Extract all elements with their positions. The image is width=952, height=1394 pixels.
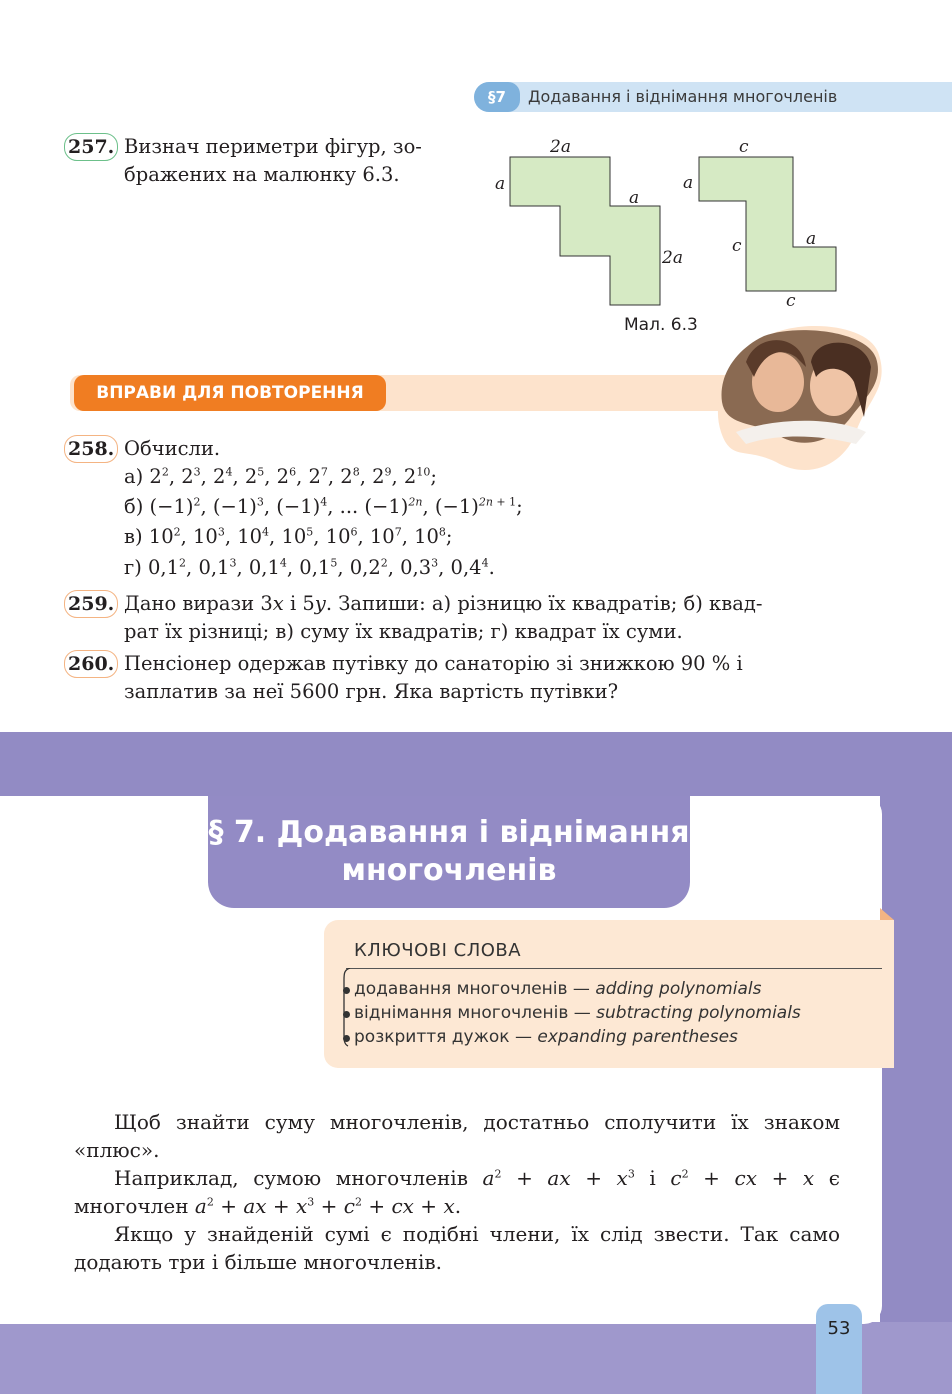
body-paragraph-2: Наприклад, сумою многочленів $a^2$ + ax + $x^3$ і $c^2$ + cx + x є многочлен $a^2$ + ax + $x^3 + c^2$ + cx + x.	[74, 1166, 840, 1218]
problem-260-line1: Пенсіонер одержав путівку до санаторію зі знижкою 90 % і	[124, 652, 743, 675]
body-paragraph-3: Якщо у знайденій сумі є подібні члени, їх слід звести. Так само додають три і більше многочленів.	[74, 1222, 840, 1274]
problem-number-257: 257.	[64, 133, 118, 161]
figure-caption: Мал. 6.3	[624, 315, 698, 335]
figure-shape-1	[510, 157, 660, 305]
fig2-label-bottom: c	[786, 291, 796, 311]
fig1-label-left: a	[495, 174, 506, 194]
problem-257-text-line1: Визнач периметри фігур, зо-	[124, 135, 422, 158]
problem-258-intro: Обчисли.	[124, 437, 221, 460]
problem-number-259: 259.	[64, 590, 118, 618]
section-title	[208, 796, 690, 908]
exercises-tag: ВПРАВИ ДЛЯ ПОВТОРЕННЯ	[74, 375, 386, 411]
problem-258-v: в) $10^2$, $10^3$, $10^4$, $10^5$, $10^6$, $10^7$, $10^8$;	[124, 525, 453, 548]
fig1-label-right: 2a	[662, 248, 683, 268]
keyword-item-3: розкриття дужок — expanding parentheses	[354, 1027, 738, 1047]
section-frame-top	[0, 732, 952, 796]
problem-number-258: 258.	[64, 435, 118, 463]
keyword-item-2: віднімання многочленів — subtracting polynomials	[354, 1003, 801, 1023]
problem-258-b: б) $(-1)^2$, $(-1)^3$, $(-1)^4$, ... $(-1)^{2n}$, $(-1)^{2n + 1}$;	[124, 495, 523, 518]
fig2-label-mid-c: c	[732, 236, 742, 256]
keywords-corner	[880, 908, 894, 922]
section-title-line2: многочленів	[341, 853, 557, 888]
keyword-bullet	[343, 1035, 350, 1042]
problem-258-g: г) $0,1^2$, $0,1^3$, $0,1^4$, $0,1^5$, $0,2^2$, $0,3^3$, $0,4^4$.	[124, 556, 495, 579]
problem-257-text-line2: бражених на малюнку 6.3.	[124, 163, 400, 186]
keyword-bullet	[343, 1011, 350, 1018]
keyword-item-1: додавання многочленів — adding polynomials	[354, 979, 762, 999]
problem-260-line2: заплатив за неї 5600 грн. Яка вартість путівки?	[124, 680, 619, 703]
section-frame-bottom	[0, 1322, 952, 1394]
keywords-divider	[346, 968, 882, 969]
figure-6-3	[488, 130, 852, 340]
problem-259-line1: Дано вирази 3x і 5y. Запиши: а) різницю їх квадратів; б) квад-	[124, 592, 763, 615]
fig1-label-top: 2a	[550, 137, 571, 157]
header-section-title: Додавання і віднімання многочленів	[528, 87, 838, 106]
fig2-label-left: a	[683, 173, 694, 193]
figure-shape-2	[699, 157, 836, 291]
problem-number-260: 260.	[64, 650, 118, 678]
keywords-title: КЛЮЧОВІ СЛОВА	[354, 940, 522, 961]
header-section-number: §7	[474, 82, 520, 112]
problem-258-a: а) $2^2$, $2^3$, $2^4$, $2^5$, $2^6$, $2^7$, $2^8$, $2^9$, $2^{10}$;	[124, 465, 437, 488]
students-photo	[716, 322, 886, 476]
section-title-line1: § 7. Додавання і віднімання	[208, 815, 690, 850]
problem-259-line2: рат їх різниці; в) суму їх квадратів; г) квадрат їх суми.	[124, 620, 683, 643]
keyword-bullet	[343, 987, 350, 994]
fig2-label-top: c	[739, 137, 749, 157]
page-number: 53	[816, 1304, 862, 1394]
fig1-label-mid: a	[629, 188, 640, 208]
body-paragraph-1: Щоб знайти суму многочленів, достатньо сполучити їх знаком «плюс».	[74, 1110, 840, 1162]
fig2-label-mid-a: a	[806, 229, 817, 249]
